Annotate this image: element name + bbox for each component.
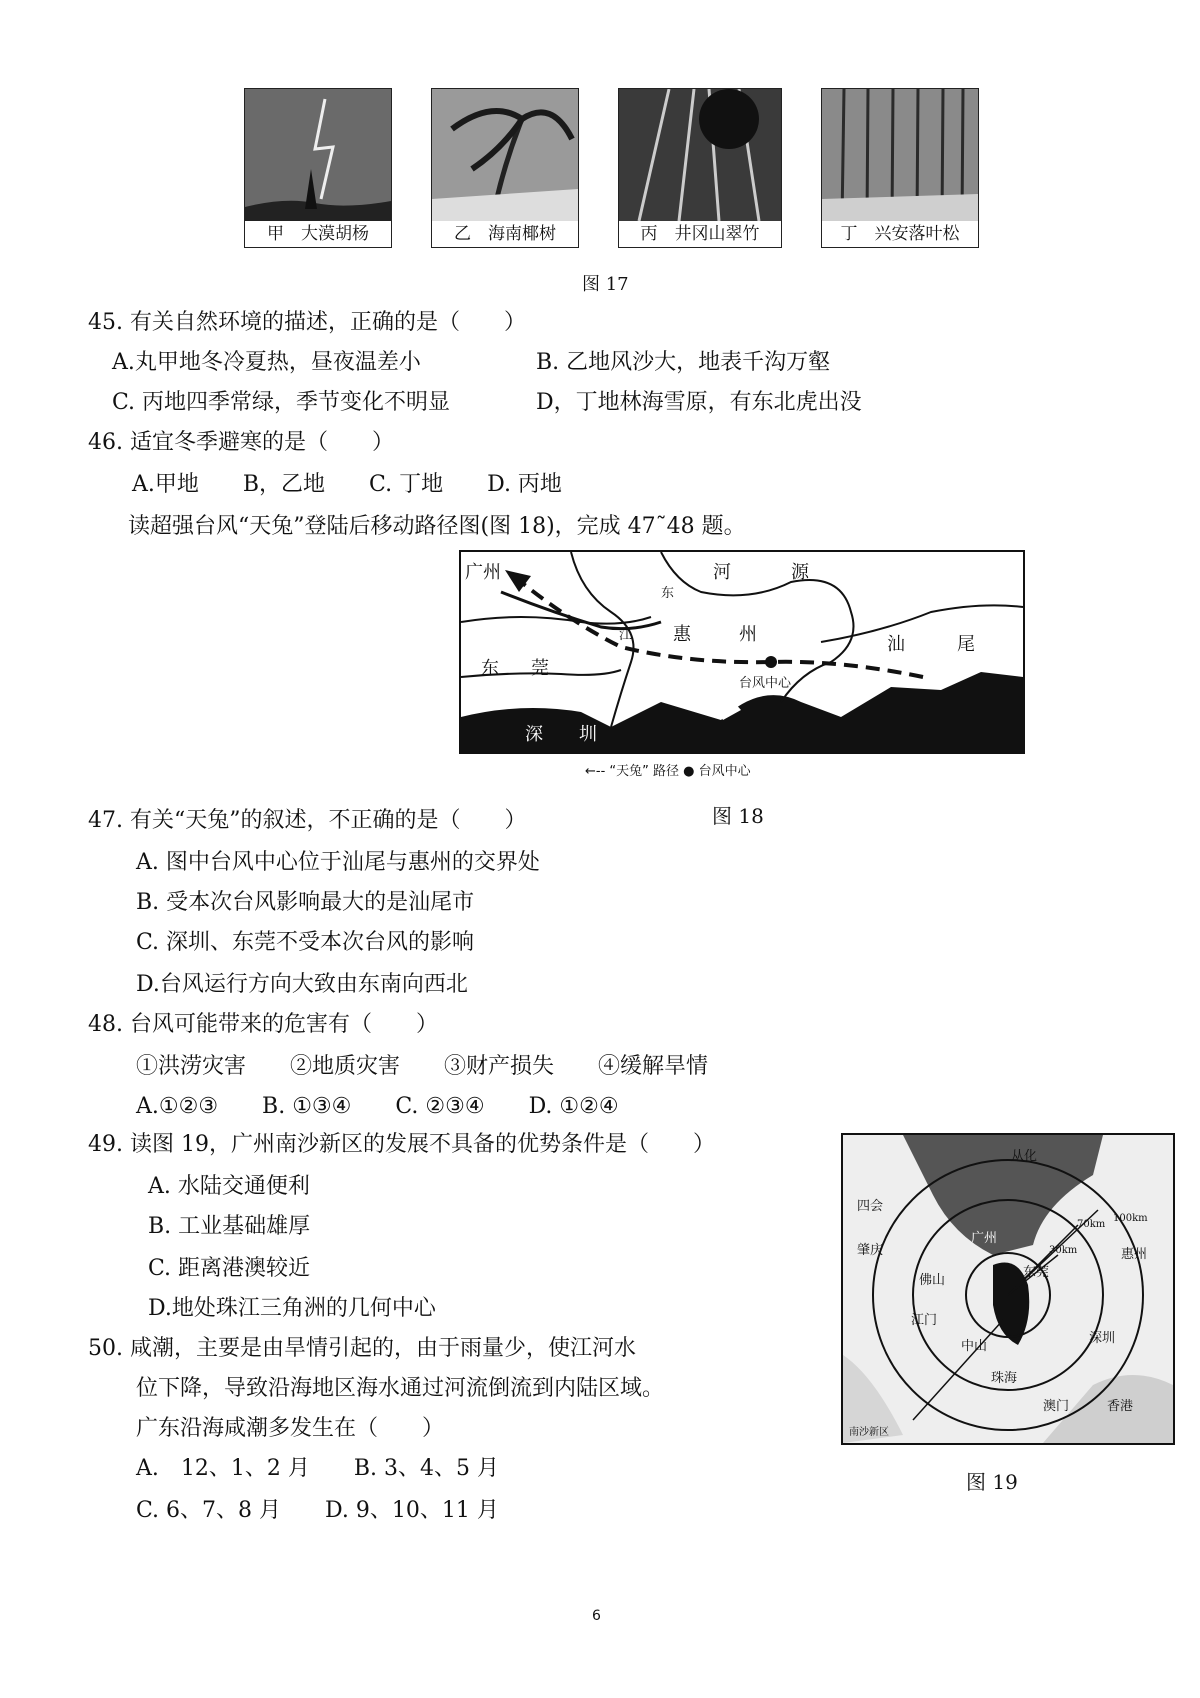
photo-jia-caption: 甲 大漠胡杨 — [245, 221, 391, 247]
photo-ding-caption: 丁 兴安落叶松 — [822, 221, 978, 247]
map19-label-dongguan: 东莞 — [1023, 1265, 1050, 1280]
photo-bing-caption: 丙 井冈山翠竹 — [619, 221, 781, 247]
map19-label-xianggang: 香港 — [1107, 1399, 1134, 1414]
q48-items: ①洪涝灾害 ②地质灾害 ③财产损失 ④缓解旱情 — [136, 1054, 709, 1079]
map19-label-zhaoqing: 肇庆 — [857, 1243, 884, 1258]
fig19-caption: 图 19 — [966, 1470, 1018, 1494]
map19-label-conghua: 从化 — [1011, 1149, 1038, 1164]
photo-jia — [244, 88, 392, 248]
photo-yi-caption: 乙 海南椰树 — [432, 221, 578, 247]
fig18-caption: 图 18 — [712, 804, 764, 828]
map18-label-dongguan-1: 东 — [481, 658, 499, 679]
map18-label-shanwei-1: 汕 — [887, 634, 905, 655]
q45-option-d: D，丁地林海雪原，有东北虎出没 — [536, 390, 862, 415]
map19-label-nansha: 南沙新区 — [849, 1427, 889, 1438]
q45-option-a: A.丸甲地冬冷夏热，昼夜温差小 — [112, 350, 421, 375]
q47-option-b: B. 受本次台风影响最大的是汕尾市 — [136, 890, 475, 915]
map18-label-shenzhen-1: 深 — [525, 724, 543, 745]
q49-option-d: D.地处珠江三角洲的几何中心 — [148, 1296, 436, 1321]
q49-stem: 49. 读图 19，广州南沙新区的发展不具备的优势条件是（ ） — [88, 1132, 715, 1157]
map19-label-r70: 70km — [1077, 1219, 1106, 1230]
map19-label-huizhou: 惠州 — [1121, 1247, 1148, 1262]
map18-label-dongjiang-1: 东 — [661, 586, 675, 601]
map18-label-heyuan-2: 源 — [791, 562, 809, 583]
intro-47-48: 读超强台风“天兔”登陆后移动路径图(图 18)，完成 47˜48 题。 — [128, 514, 746, 539]
map-fig19 — [841, 1133, 1175, 1445]
q45-option-c: C. 丙地四季常绿，季节变化不明显 — [112, 390, 451, 415]
q48-options: A.①②③ B. ①③④ C. ②③④ D. ①②④ — [136, 1094, 619, 1119]
map19-label-sihui: 四会 — [857, 1199, 884, 1214]
q49-option-b: B. 工业基础雄厚 — [148, 1214, 311, 1239]
map19-label-guangzhou: 广州 — [971, 1231, 998, 1246]
photo-yi — [431, 88, 579, 248]
q50-line2: 位下降，导致沿海地区海水通过河流倒流到内陆区域。 — [136, 1376, 665, 1401]
q50-options-cd: C. 6、7、8 月 D. 9、10、11 月 — [136, 1498, 499, 1523]
photo-ding — [821, 88, 979, 248]
map-fig18 — [459, 550, 1025, 754]
q47-option-c: C. 深圳、东莞不受本次台风的影响 — [136, 930, 475, 955]
photo-bing — [618, 88, 782, 248]
fig17-caption: 图 17 — [582, 274, 629, 295]
q46-stem: 46. 适宜冬季避寒的是（ ） — [88, 430, 394, 455]
map19-label-r30: 30km — [1049, 1245, 1078, 1256]
map19-label-foshan: 佛山 — [919, 1273, 946, 1288]
map19-label-jiangmen: 江门 — [911, 1313, 938, 1328]
map19-label-zhuhai: 珠海 — [991, 1371, 1018, 1386]
photo-yi-image — [432, 89, 578, 221]
q50-line1: 50. 咸潮，主要是由旱情引起的，由于雨量少，使江河水 — [88, 1336, 636, 1361]
map18-label-heyuan-1: 河 — [713, 562, 731, 583]
q48-stem: 48. 台风可能带来的危害有（ ） — [88, 1012, 438, 1037]
q50-options-ab: A. 12、1、2 月 B. 3、4、5 月 — [136, 1456, 500, 1481]
map18-label-shanwei-2: 尾 — [957, 634, 975, 655]
map19-label-r100: 100km — [1113, 1213, 1148, 1224]
map18-label-guangzhou: 广州 — [465, 562, 501, 583]
q45-option-b: B. 乙地风沙大，地表千沟万壑 — [536, 350, 831, 375]
q45-stem: 45. 有关自然环境的描述，正确的是（ ） — [88, 310, 526, 335]
map19-label-aomen: 澳门 — [1043, 1399, 1070, 1414]
q49-option-c: C. 距离港澳较近 — [148, 1256, 311, 1281]
photo-bing-image — [619, 89, 781, 221]
map-fig18-drawing — [461, 552, 1023, 752]
map18-label-huizhou-1: 惠 — [673, 624, 691, 645]
map18-label-shenzhen-2: 圳 — [579, 724, 597, 745]
photo-ding-image — [822, 89, 978, 221]
q47-stem: 47. 有关“天兔”的叙述，不正确的是（ ） — [88, 808, 527, 833]
q47-option-a: A. 图中台风中心位于汕尾与惠州的交界处 — [136, 850, 540, 875]
q47-option-d: D.台风运行方向大致由东南向西北 — [136, 972, 468, 997]
map19-label-shenzhen: 深圳 — [1089, 1331, 1116, 1346]
map18-label-huizhou-2: 州 — [739, 624, 757, 645]
map19-label-zhongshan: 中山 — [961, 1339, 988, 1354]
photo-jia-image — [245, 89, 391, 221]
q49-option-a: A. 水陆交通便利 — [148, 1174, 310, 1199]
map18-label-typhoon-center: 台风中心 — [739, 676, 792, 691]
q46-options: A.甲地 B，乙地 C. 丁地 D. 丙地 — [132, 472, 562, 497]
map18-label-dongguan-2: 莞 — [531, 658, 549, 679]
map18-legend: ←-- “天兔” 路径 ● 台风中心 — [585, 764, 751, 779]
q50-line3: 广东沿海咸潮多发生在（ ） — [136, 1416, 445, 1441]
map18-label-dongjiang-2: 江 — [619, 628, 633, 643]
page-number: 6 — [592, 1608, 601, 1624]
